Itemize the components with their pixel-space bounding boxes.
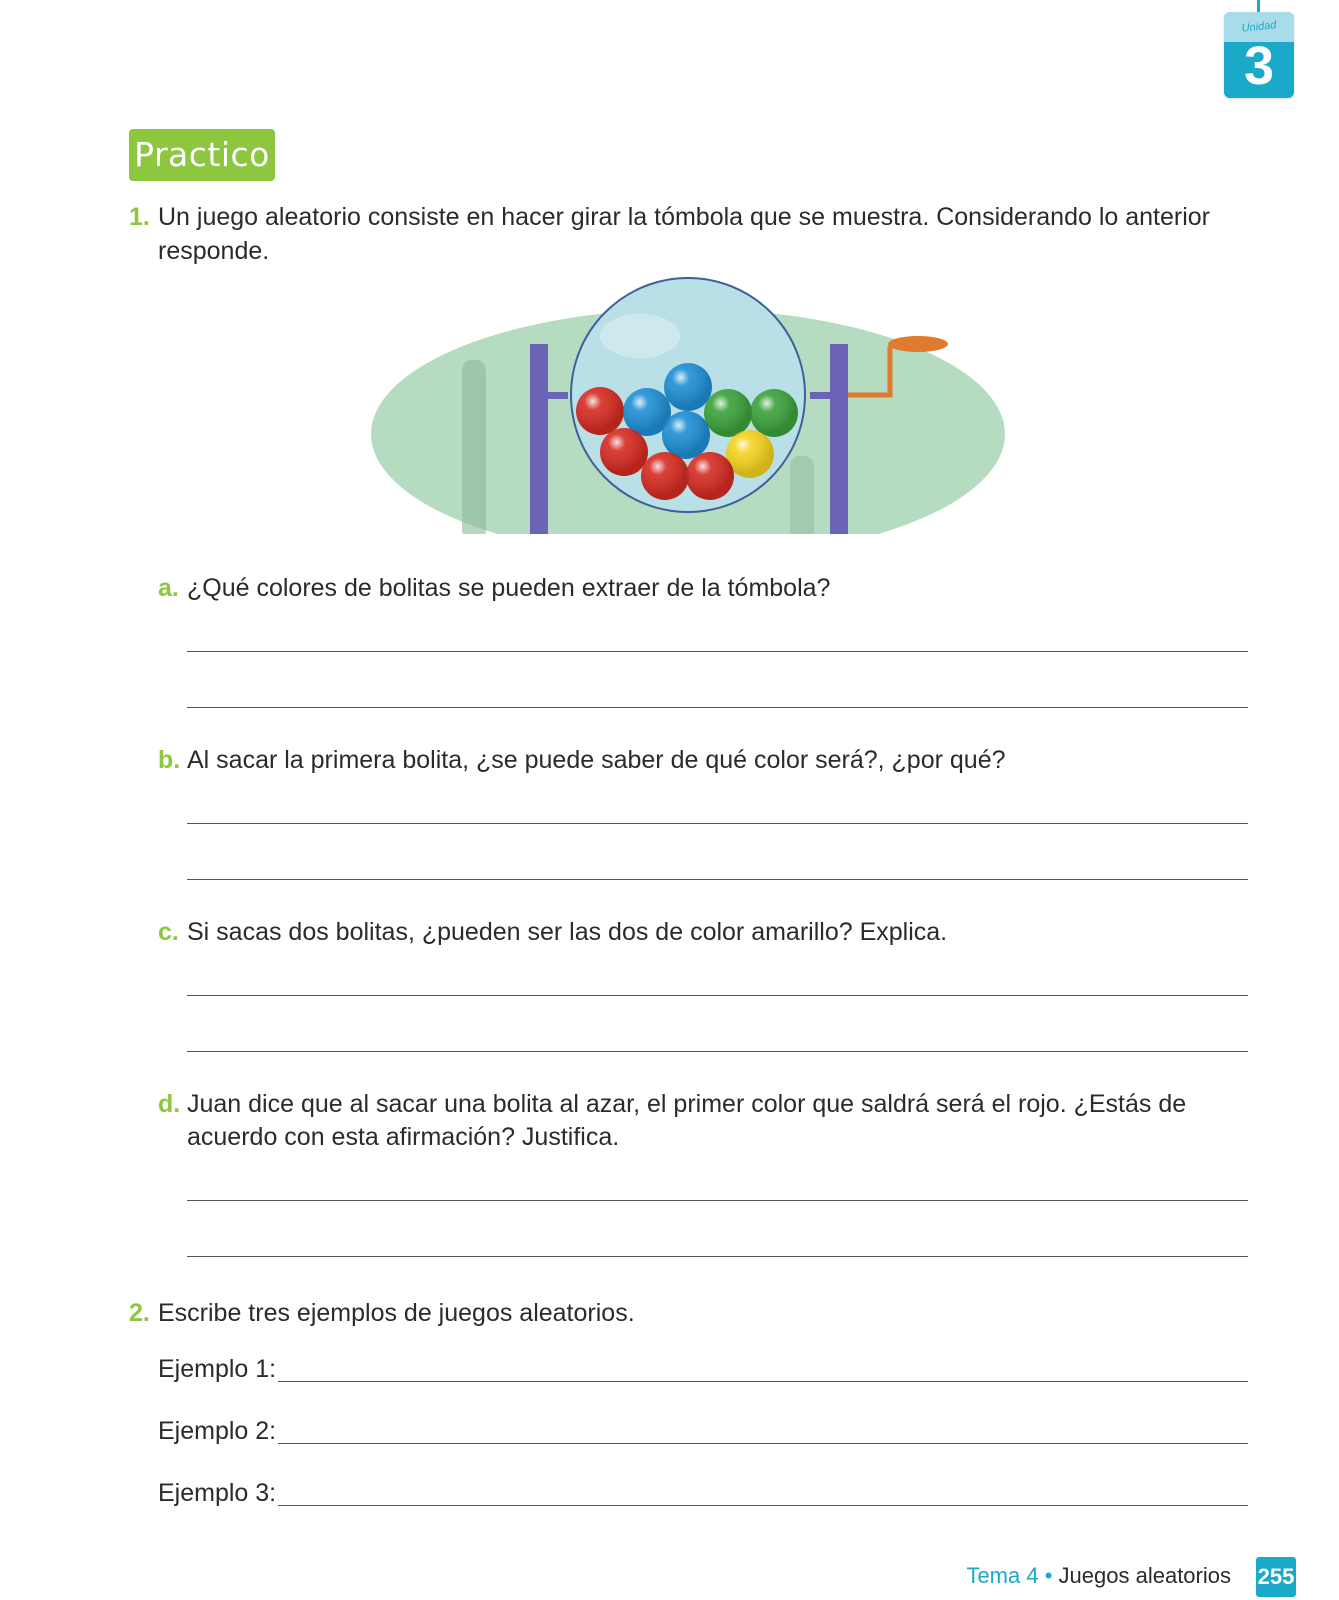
unit-tab [1224,12,1294,98]
subquestion-text: Juan dice que al sacar una bolita al azar, el primer color que saldrá será el rojo. ¿Estás de acuerdo con esta afirmación? Justifica. [187,1090,1187,1151]
left-axle [548,392,568,399]
unit-number: 3 [1243,36,1275,96]
subquestion-text: Al sacar la primera bolita, ¿se puede saber de qué color será?, ¿por qué? [187,746,1006,774]
shadow-post [790,456,814,538]
answer-line[interactable] [187,1200,1248,1201]
example-2-line[interactable] [278,1443,1248,1444]
shadow-post [462,360,486,538]
subquestion-letter: a. [158,574,179,602]
example-1-label: Ejemplo 1: [158,1355,277,1383]
answer-line[interactable] [187,1051,1248,1052]
question-2 [129,1296,1249,1330]
example-3-label: Ejemplo 3: [158,1479,277,1507]
footer [966,1560,1231,1592]
question-number: 2. [129,1299,150,1327]
answer-line[interactable] [187,995,1248,996]
footer-title: Juegos aleatorios [1058,1563,1231,1588]
right-axle [810,392,830,399]
example-1-line[interactable] [278,1381,1248,1382]
question-text: Un juego aleatorio consiste en hacer girar la tómbola que se muestra. Considerando lo anterior responde. [158,203,1210,265]
example-3-line[interactable] [278,1505,1248,1506]
subquestion-letter: d. [158,1090,181,1118]
example-2-label: Ejemplo 2: [158,1417,277,1445]
left-post [530,344,548,538]
subquestion-text: ¿Qué colores de bolitas se pueden extraer de la tómbola? [187,574,831,602]
footer-tema: Tema 4 [966,1563,1039,1588]
answer-line[interactable] [187,651,1248,652]
answer-line[interactable] [187,879,1248,880]
subquestion-letter: b. [158,746,181,774]
answer-line[interactable] [187,1256,1248,1257]
drum-shine [600,314,680,358]
question-1 [129,200,1249,265]
crank-knob [888,336,948,352]
section-badge: Practico [129,129,275,181]
page-number: 255 [1256,1557,1296,1597]
answer-line[interactable] [187,707,1248,708]
answer-line[interactable] [187,823,1248,824]
subquestion-letter: c. [158,918,179,946]
footer-separator: • [1044,1563,1053,1588]
subquestion-text: Si sacas dos bolitas, ¿pueden ser las dos de color amarillo? Explica. [187,918,948,946]
right-post [830,344,848,538]
tombola-illustration [370,276,1010,538]
question-number: 1. [129,203,150,231]
unit-label: Unidad [1241,19,1277,35]
question-text: Escribe tres ejemplos de juegos aleatorios. [158,1299,635,1327]
